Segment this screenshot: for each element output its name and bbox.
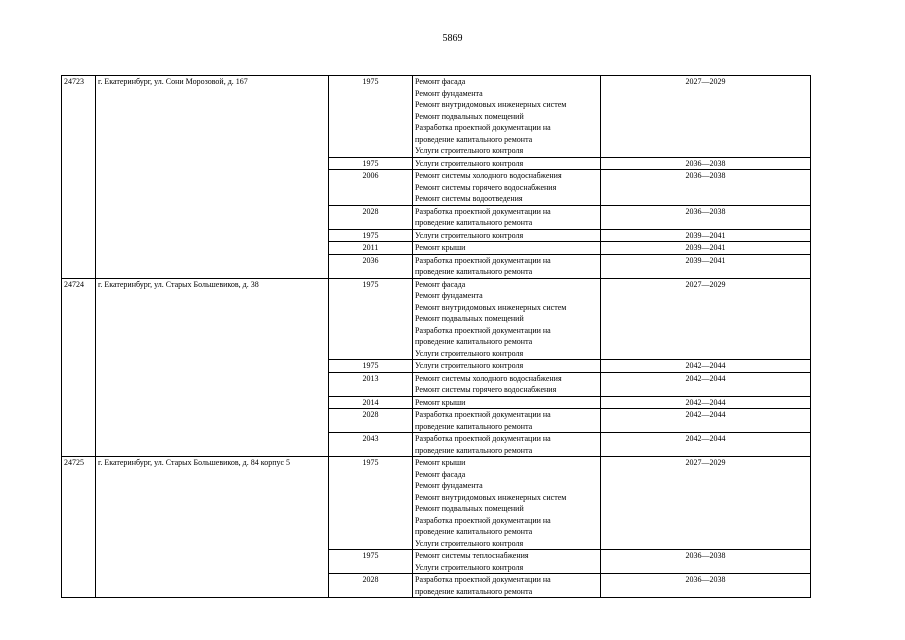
work-item: Ремонт фундамента: [415, 291, 483, 300]
building-id: 24723: [62, 76, 96, 279]
period-cell: 2042—2044: [601, 409, 811, 433]
work-item: Разработка проектной документации на: [415, 515, 551, 525]
building-address: г. Екатеринбург, ул. Старых Большевиков, д. 38: [96, 278, 329, 457]
period-cell: 2042—2044: [601, 360, 811, 373]
table-row: [62, 76, 811, 158]
period-cell: 2036—2038: [601, 574, 811, 598]
work-item: Услуги строительного контроля: [415, 230, 524, 240]
works-cell: [413, 242, 601, 255]
year-cell: 2043: [329, 433, 413, 457]
work-item: Ремонт фасада: [415, 279, 466, 289]
period-cell: 2036—2038: [601, 550, 811, 574]
works-cell: [413, 205, 601, 229]
year-cell: 2028: [329, 574, 413, 598]
work-item: Разработка проектной документации на: [415, 575, 551, 584]
works-cell: [413, 550, 601, 574]
work-item: Ремонт крыши: [415, 397, 466, 407]
work-item: Услуги строительного контроля: [415, 146, 524, 155]
works-cell: [413, 76, 601, 158]
period-cell: 2042—2044: [601, 372, 811, 396]
page-number: 5869: [442, 33, 463, 44]
work-item: Ремонт системы горячего водоснабжения: [415, 385, 557, 394]
work-item: Ремонт фасада: [415, 77, 466, 86]
work-item: Ремонт системы теплоснабжения: [415, 551, 529, 560]
works-cell: [413, 433, 601, 457]
work-item: Ремонт подвальных помещений: [415, 504, 524, 513]
works-cell: [413, 457, 601, 550]
building-address: г. Екатеринбург, ул. Сони Морозовой, д. 167: [96, 76, 329, 279]
works-cell: [413, 278, 601, 360]
work-item: Ремонт крыши: [415, 243, 466, 252]
work-item: Ремонт подвальных помещений: [415, 314, 524, 323]
work-item: Ремонт внутридомовых инженерных систем: [415, 492, 567, 502]
period-cell: 2036—2038: [601, 205, 811, 229]
work-item: проведение капитального ремонта: [415, 218, 533, 227]
period-cell: 2027—2029: [601, 457, 811, 550]
work-item: Услуги строительного контроля: [415, 158, 524, 168]
work-item: Ремонт крыши: [415, 458, 466, 467]
work-item: проведение капитального ремонта: [415, 337, 533, 346]
work-item: Услуги строительного контроля: [415, 562, 524, 572]
period-cell: 2042—2044: [601, 433, 811, 457]
building-address: г. Екатеринбург, ул. Старых Большевиков, д. 84 корпус 5: [96, 457, 329, 598]
work-item: проведение капитального ремонта: [415, 267, 533, 276]
period-cell: 2036—2038: [601, 157, 811, 170]
year-cell: 2028: [329, 205, 413, 229]
period-cell: 2039—2041: [601, 242, 811, 255]
work-item: Ремонт внутридомовых инженерных систем: [415, 302, 567, 312]
year-cell: 2013: [329, 372, 413, 396]
works-cell: [413, 229, 601, 242]
period-cell: 2036—2038: [601, 170, 811, 206]
year-cell: 1975: [329, 278, 413, 360]
work-item: Разработка проектной документации на: [415, 123, 551, 132]
year-cell: 2028: [329, 409, 413, 433]
year-cell: 2014: [329, 396, 413, 409]
year-cell: 2036: [329, 254, 413, 278]
work-item: Ремонт системы горячего водоснабжения: [415, 182, 557, 192]
work-item: Услуги строительного контроля: [415, 361, 524, 370]
work-item: Ремонт подвальных помещений: [415, 111, 524, 121]
period-cell: 2039—2041: [601, 254, 811, 278]
year-cell: 1975: [329, 457, 413, 550]
work-item: Ремонт фундамента: [415, 88, 483, 98]
building-id: 24725: [62, 457, 96, 598]
work-item: Услуги строительного контроля: [415, 348, 524, 358]
work-item: проведение капитального ремонта: [415, 445, 533, 455]
work-item: проведение капитального ремонта: [415, 421, 533, 431]
year-cell: 1975: [329, 157, 413, 170]
works-cell: [413, 409, 601, 433]
year-cell: 1975: [329, 550, 413, 574]
period-cell: 2027—2029: [601, 278, 811, 360]
work-item: Разработка проектной документации на: [415, 206, 551, 216]
work-item: Разработка проектной документации на: [415, 434, 551, 443]
works-cell: [413, 574, 601, 598]
work-item: проведение капитального ремонта: [415, 134, 533, 144]
work-item: Разработка проектной документации на: [415, 410, 551, 419]
capital-repair-table: [61, 75, 811, 598]
work-item: проведение капитального ремонта: [415, 586, 533, 596]
work-item: Ремонт внутридомовых инженерных систем: [415, 100, 567, 109]
work-item: Ремонт системы холодного водоснабжения: [415, 171, 562, 180]
table-body: [62, 76, 811, 598]
work-item: Ремонт фундамента: [415, 481, 483, 490]
works-cell: [413, 396, 601, 409]
works-cell: [413, 170, 601, 206]
period-cell: 2027—2029: [601, 76, 811, 158]
year-cell: 2006: [329, 170, 413, 206]
works-cell: [413, 254, 601, 278]
period-cell: 2039—2041: [601, 229, 811, 242]
work-item: Ремонт фасада: [415, 469, 466, 479]
table-row: [62, 457, 811, 550]
work-item: Ремонт системы холодного водоснабжения: [415, 373, 562, 383]
year-cell: 2011: [329, 242, 413, 255]
work-item: Разработка проектной документации на: [415, 255, 551, 265]
period-cell: 2042—2044: [601, 396, 811, 409]
works-cell: [413, 157, 601, 170]
work-item: Услуги строительного контроля: [415, 538, 524, 548]
building-id: 24724: [62, 278, 96, 457]
table-row: [62, 278, 811, 360]
year-cell: 1975: [329, 360, 413, 373]
year-cell: 1975: [329, 76, 413, 158]
work-item: Разработка проектной документации на: [415, 325, 551, 335]
work-item: проведение капитального ремонта: [415, 527, 533, 536]
works-cell: [413, 360, 601, 373]
works-cell: [413, 372, 601, 396]
work-item: Ремонт системы водоотведения: [415, 194, 523, 203]
year-cell: 1975: [329, 229, 413, 242]
